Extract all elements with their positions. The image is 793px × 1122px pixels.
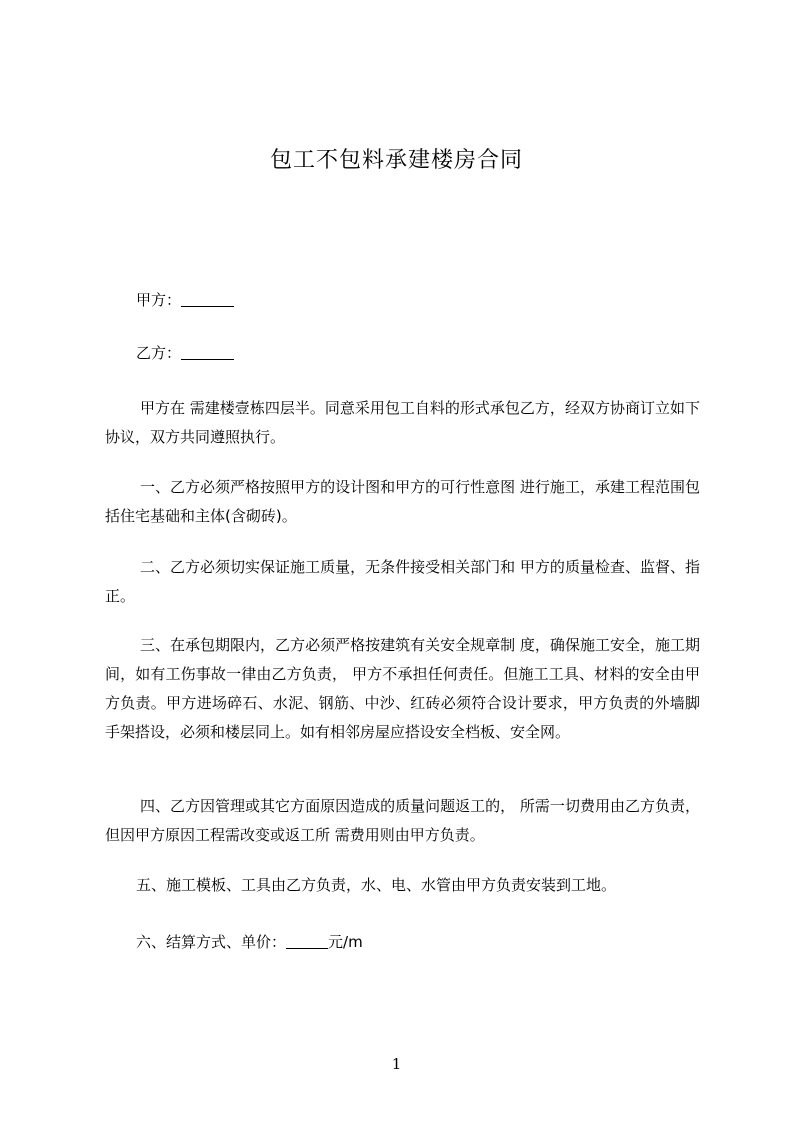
clause-2: 二、乙方必须切实保证施工质量，无条件接受相关部门和 甲方的质量检查、监督、指正。 <box>105 558 700 605</box>
party-b-label: 乙方： <box>136 344 182 362</box>
intro-paragraph: 甲方在 需建楼壹栋四层半。同意采用包工自料的形式承包乙方，经双方协商订立如下协议，双方共同遵照执行。 <box>105 399 700 446</box>
document-title: 包工不包料承建楼房合同 <box>269 148 523 173</box>
party-b-blank <box>181 345 234 360</box>
clause-6-unit: 元/m <box>328 933 363 951</box>
clause-3: 三、在承包期限内，乙方必须严格按建筑有关安全规章制 度，确保施工安全，施工期间，如有工伤事故一律由乙方负责， 甲方不承担任何责任。但施工工具、材料的安全由甲方负责。甲方进场碎石、水泥、钢筋、中沙、红砖必须符合设计要求，甲方负责的外墙脚手架搭设，必须和楼层同上。如有相邻房屋应搭设安全档板、安全网。 <box>105 636 700 741</box>
page-number: 1 <box>391 1055 402 1073</box>
party-a-blank <box>181 292 234 307</box>
clause-5: 五、施工模板、工具由乙方负责，水、电、水管由甲方负责安装到工地。 <box>136 876 617 894</box>
clause-6 <box>136 928 363 957</box>
party-a-line <box>136 286 234 315</box>
party-a-label: 甲方： <box>136 291 182 309</box>
clause-6-label: 六、结算方式、单价： <box>136 933 287 951</box>
clause-1: 一、乙方必须严格按照甲方的设计图和甲方的可行性意图 进行施工，承建工程范围包括住宅基础和主体(含砌砖)。 <box>105 478 700 525</box>
party-b-line <box>136 339 234 368</box>
clause-4: 四、乙方因管理或其它方面原因造成的质量问题返工的， 所需一切费用由乙方负责，但因甲方原因工程需改变或返工所 需费用则由甲方负责。 <box>105 797 700 844</box>
unit-price-blank <box>286 934 328 949</box>
